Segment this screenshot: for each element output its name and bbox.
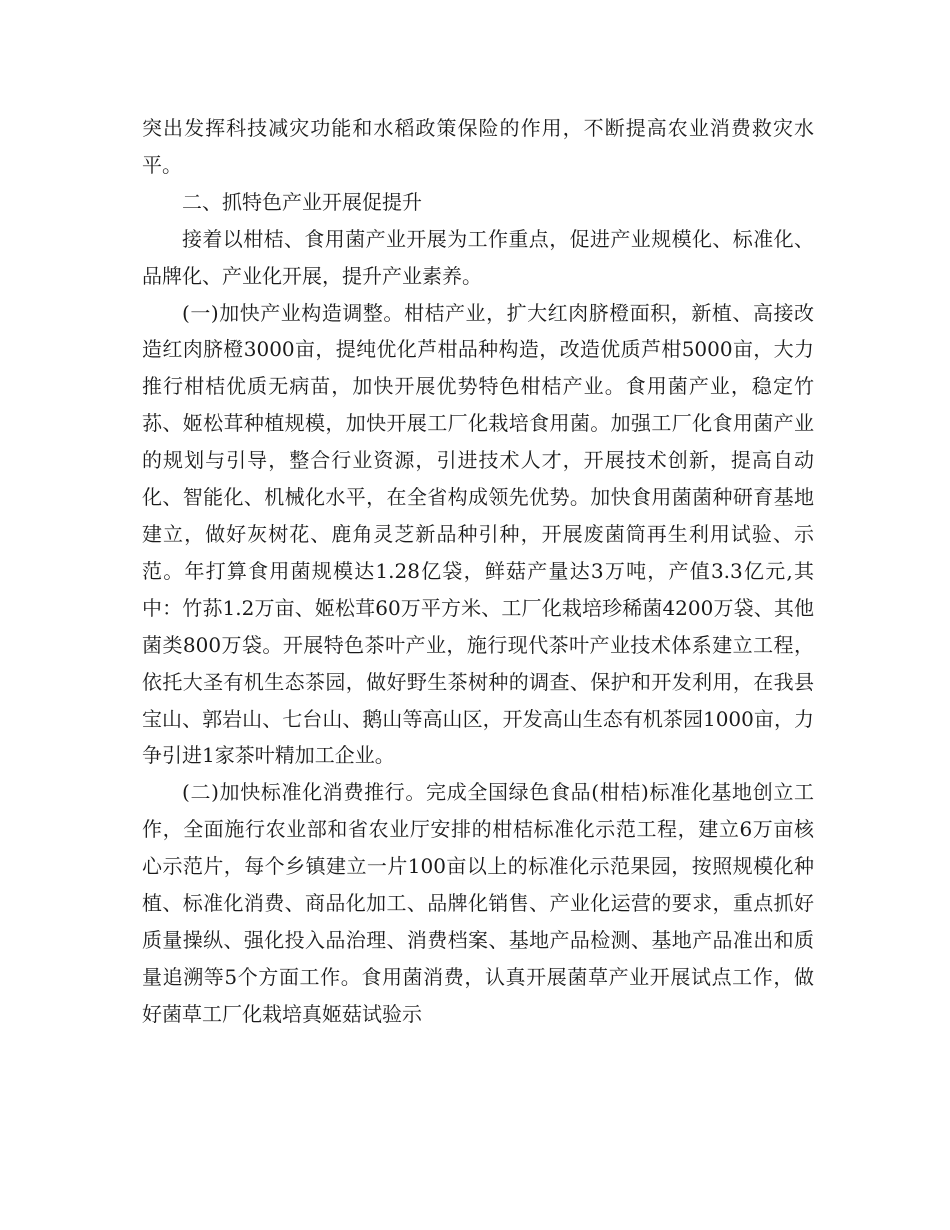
document-body <box>142 110 814 1033</box>
section-heading: 二、抓特色产业开展促提升 <box>182 189 422 214</box>
paragraph-intro: 接着以柑桔、食用菌产业开展为工作重点，促进产业规模化、标准化、品牌化、产业化开展，提升产业素养。 <box>142 226 814 288</box>
paragraph-continuation: 突出发挥科技减灾功能和水稻政策保险的作用，不断提高农业消费救灾水平。 <box>142 116 814 177</box>
paragraph-structure-adjustment: (一)加快产业构造调整。柑桔产业，扩大红肉脐橙面积，新植、高接改造红肉脐橙3000亩，提纯优化芦柑品种构造，改造优质芦柑5000亩，大力推行柑桔优质无病苗，加快开展优势特色柑桔产业。食用菌产业，稳定竹荪、姬松茸种植规模，加快开展工厂化栽培食用菌。加强工厂化食用菌产业的规划与引导，整合行业资源，引进技术人才，开展技术创新，提高自动化、智能化、机械化水平，在全省构成领先优势。加快食用菌菌种研育基地建立，做好灰树花、鹿角灵芝新品种引种，开展废菌筒再生利用试验、示范。年打算食用菌规模达1.28亿袋，鲜菇产量达3万吨，产值3.3亿元,其中：竹荪1.2万亩、姬松茸60万平方米、工厂化栽培珍稀菌4200万袋、其他菌类800万袋。开展特色茶叶产业，施行现代茶叶产业技术体系建立工程，依托大圣有机生态茶园，做好野生茶树种的调查、保护和开发利用，在我县宝山、郭岩山、七台山、鹅山等高山区，开发高山生态有机茶园1000亩，力争引进1家茶叶精加工企业。 <box>142 300 814 768</box>
paragraph-standardization: (二)加快标准化消费推行。完成全国绿色食品(柑桔)标准化基地创立工作，全面施行农业部和省农业厅安排的柑桔标准化示范工程，建立6万亩核心示范片，每个乡镇建立一片100亩以上的标准化示范果园，按照规模化种植、标准化消费、商品化加工、品牌化销售、产业化运营的要求，重点抓好质量操纵、强化投入品治理、消费档案、基地产品检测、基地产品准出和质量追溯等5个方面工作。食用菌消费，认真开展菌草产业开展试点工作，做好菌草工厂化栽培真姬菇试验示 <box>142 780 814 1026</box>
